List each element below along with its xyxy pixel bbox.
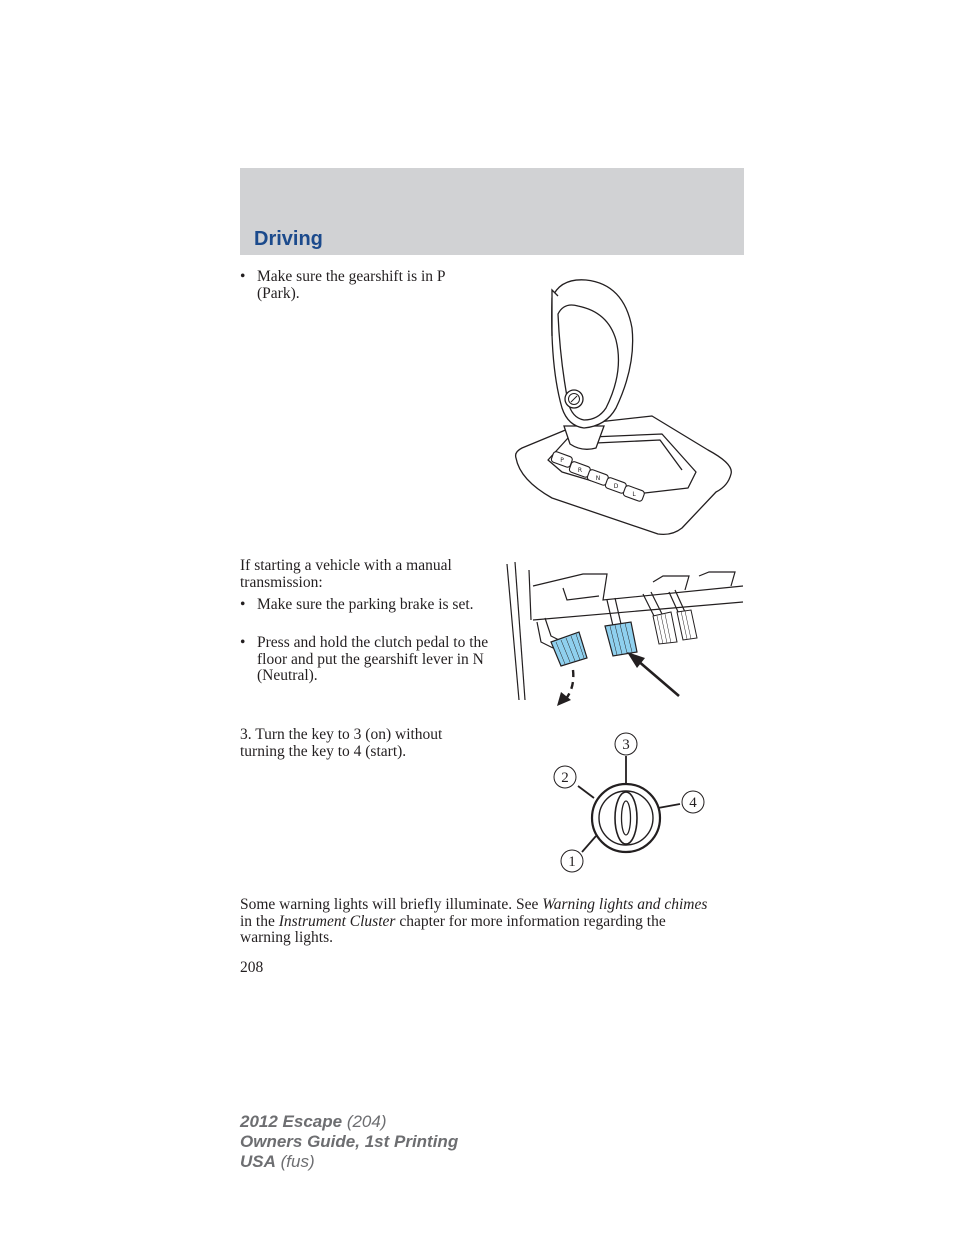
ignition-position-3: [615, 733, 637, 755]
gear-label-d: D: [613, 483, 619, 490]
footer-line-printing: Owners Guide, 1st Printing: [240, 1132, 459, 1151]
footer-line-model: 2012 Escape (204): [240, 1112, 387, 1131]
section-header: [240, 168, 744, 255]
svg-text:1: 1: [568, 854, 576, 870]
page-number: 208: [240, 959, 264, 976]
pedals-illustration: [503, 560, 744, 708]
manual-transmission-intro: If starting a vehicle with a manual transmission:: [240, 557, 452, 591]
gear-label-r: R: [577, 467, 583, 474]
brake-pointer-arrow-icon: [627, 652, 679, 696]
svg-text:3: 3: [622, 737, 630, 753]
footer-line-market: USA (fus): [240, 1152, 315, 1171]
clutch-press-arrow-icon: [557, 670, 573, 706]
warning-lights-reference: Warning lights and chimes: [542, 896, 708, 913]
shift-lock-button-icon: [565, 390, 583, 408]
print-footer: [240, 1112, 458, 1172]
svg-text:4: 4: [689, 795, 697, 811]
brake-pedal: [605, 622, 637, 656]
gear-label-n: N: [595, 475, 601, 482]
section-title: Driving: [254, 228, 323, 250]
bullet-clutch-pedal: • Press and hold the clutch pedal to the floor and put the gearshift lever in N (Neutral).: [240, 634, 489, 684]
gearshift-illustration: [512, 276, 740, 538]
ignition-position-2: [554, 766, 576, 788]
ignition-position-4: [682, 791, 704, 813]
clutch-pedal: [551, 632, 587, 666]
gear-label-p: P: [560, 457, 564, 464]
ignition-switch-illustration: [548, 728, 714, 878]
instrument-cluster-reference: Instrument Cluster: [278, 912, 396, 930]
accelerator-pedal: [653, 610, 697, 644]
svg-text:2: 2: [561, 770, 569, 786]
bullet-text: Make sure the parking brake is set.: [257, 596, 474, 613]
bullet-parking-brake: • Make sure the parking brake is set.: [240, 596, 474, 613]
bullet-gearshift-park: • Make sure the gearshift is in P (Park).: [240, 268, 445, 302]
gear-label-l: L: [632, 491, 636, 498]
bullet-text: Press and hold the clutch pedal to the floor and put the gearshift lever in N (Neutral).: [257, 634, 489, 684]
ignition-position-1: [561, 850, 583, 872]
bullet-text: Make sure the gearshift is in P (Park).: [257, 268, 445, 302]
warning-lights-paragraph: Some warning lights will briefly illuminate. See Warning lights and chimes in the Instrument Cluster chapter for more information regarding the warning lights.: [240, 896, 708, 946]
step-turn-key: 3. Turn the key to 3 (on) without turning the key to 4 (start).: [240, 726, 443, 760]
